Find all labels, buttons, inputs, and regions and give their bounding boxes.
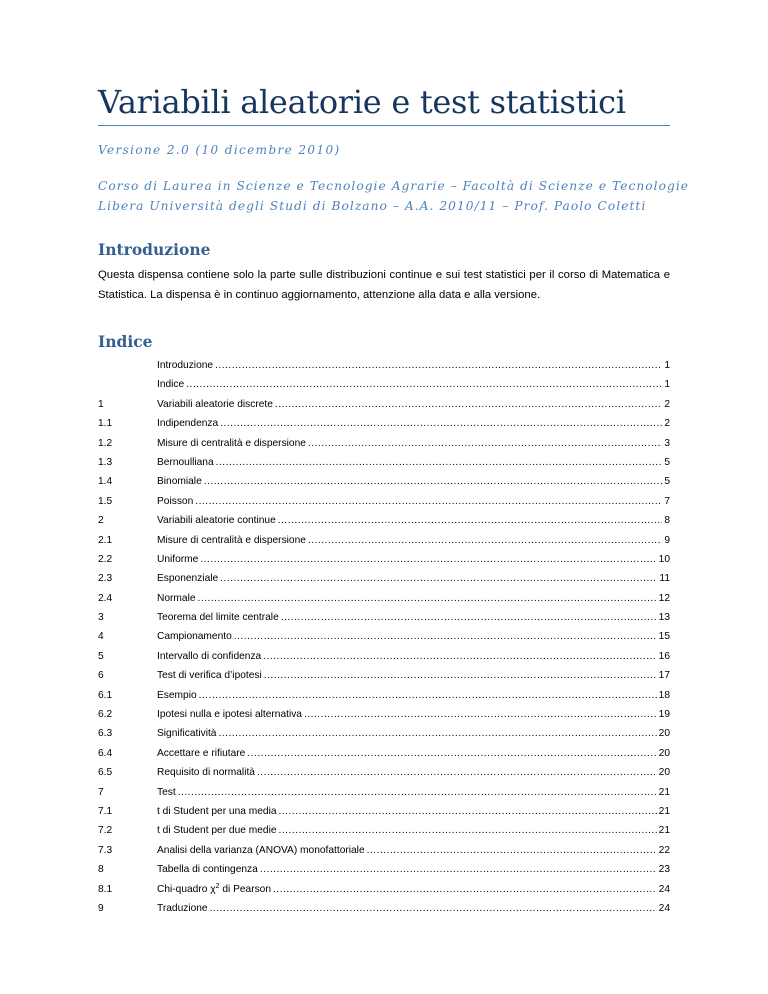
toc-dot-leader bbox=[273, 880, 657, 899]
toc-dot-leader bbox=[263, 647, 656, 666]
toc-entry[interactable] bbox=[98, 531, 670, 550]
toc-entry-title: Misure di centralità e dispersione bbox=[157, 437, 306, 449]
toc-entry[interactable] bbox=[98, 492, 670, 511]
toc-entry-page: 1 bbox=[664, 360, 670, 371]
toc-entry-page: 23 bbox=[658, 864, 670, 876]
toc-dot-leader bbox=[220, 414, 662, 433]
toc-entry[interactable] bbox=[98, 783, 670, 802]
toc-entry-page: 5 bbox=[664, 476, 670, 488]
toc-dot-leader bbox=[308, 434, 662, 453]
toc-dot-leader bbox=[204, 472, 663, 491]
toc-entry[interactable] bbox=[98, 744, 670, 763]
toc-entry-number: 1.5 bbox=[98, 495, 113, 507]
toc-entry-page: 8 bbox=[664, 515, 670, 527]
toc-entry-title: Traduzione bbox=[157, 902, 208, 914]
toc-entry-number: 1.3 bbox=[98, 456, 113, 468]
table-of-contents bbox=[98, 356, 670, 918]
toc-dot-leader bbox=[198, 589, 657, 608]
toc-entry-title: Esponenziale bbox=[157, 573, 219, 585]
toc-entry-page: 20 bbox=[658, 728, 670, 740]
toc-entry[interactable] bbox=[98, 899, 670, 918]
version-line: Versione 2.0 (10 dicembre 2010) bbox=[98, 143, 341, 157]
toc-entry[interactable] bbox=[98, 763, 670, 782]
course-line-1: Corso di Laurea in Scienze e Tecnologie Agrarie – Facoltà di Scienze e Tecnologie bbox=[98, 179, 690, 193]
toc-dot-leader bbox=[308, 531, 662, 550]
toc-entry-page: 15 bbox=[658, 631, 670, 643]
toc-entry-title: Significatività bbox=[157, 728, 217, 740]
toc-entry-page: 18 bbox=[658, 689, 670, 701]
toc-entry[interactable] bbox=[98, 550, 670, 569]
toc-entry-page: 16 bbox=[658, 650, 670, 662]
toc-dot-leader bbox=[304, 705, 657, 724]
toc-entry-title: Chi-quadro $\chi^2$ di Pearson bbox=[157, 882, 272, 895]
course-info bbox=[98, 176, 690, 216]
toc-entry-number: 9 bbox=[98, 902, 104, 914]
toc-entry-number: 2 bbox=[98, 515, 104, 527]
toc-entry-page: 20 bbox=[658, 747, 670, 759]
toc-entry-title: Misure di centralità e dispersione bbox=[157, 534, 306, 546]
toc-entry-title: Intervallo di confidenza bbox=[157, 650, 262, 662]
toc-entry-number: 4 bbox=[98, 631, 104, 643]
toc-entry[interactable] bbox=[98, 841, 670, 860]
toc-dot-leader bbox=[278, 511, 663, 530]
toc-entry-title: Teorema del limite centrale bbox=[157, 612, 279, 624]
toc-dot-leader bbox=[200, 550, 656, 569]
toc-entry-number: 7 bbox=[98, 786, 104, 798]
title-underline bbox=[98, 125, 670, 126]
toc-dot-leader bbox=[257, 763, 657, 782]
toc-entry-number: 3 bbox=[98, 612, 104, 624]
toc-entry[interactable] bbox=[98, 802, 670, 821]
toc-entry-number: 6.1 bbox=[98, 689, 113, 701]
toc-dot-leader bbox=[279, 821, 657, 840]
toc-entry-number: 7.1 bbox=[98, 805, 113, 817]
toc-entry-page: 13 bbox=[658, 612, 670, 624]
toc-entry-page: 2 bbox=[664, 398, 670, 410]
toc-entry-number: 2.1 bbox=[98, 534, 113, 546]
introduction-text: Questa dispensa contiene solo la parte sulle distribuzioni continue e sui test statistici per il corso di Matematica e Statistica. La dispensa è in continuo aggiornamento, attenzione alla data e alla versione. bbox=[98, 269, 670, 301]
toc-entry-page: 24 bbox=[658, 902, 670, 914]
toc-entry-number: 6.3 bbox=[98, 728, 113, 740]
toc-entry[interactable] bbox=[98, 666, 670, 685]
document-title: Variabili aleatorie e test statistici bbox=[98, 83, 626, 121]
toc-dot-leader bbox=[199, 686, 657, 705]
toc-entry-title: Uniforme bbox=[157, 553, 199, 565]
toc-entry-number: 2.4 bbox=[98, 592, 113, 604]
toc-dot-leader bbox=[215, 356, 662, 375]
toc-entry-title: Tabella di contingenza bbox=[157, 864, 258, 876]
toc-entry[interactable] bbox=[98, 511, 670, 530]
toc-entry[interactable] bbox=[98, 627, 670, 646]
toc-entry-page: 19 bbox=[658, 709, 670, 721]
toc-entry-number: 8.1 bbox=[98, 883, 113, 895]
toc-entry[interactable] bbox=[98, 375, 670, 394]
toc-dot-leader bbox=[186, 375, 662, 394]
toc-entry-page: 21 bbox=[658, 786, 670, 798]
toc-entry[interactable] bbox=[98, 880, 670, 899]
toc-entry[interactable] bbox=[98, 356, 670, 375]
toc-entry-page: 7 bbox=[664, 495, 670, 507]
toc-entry-title: Campionamento bbox=[157, 631, 232, 643]
toc-entry-number: 6.2 bbox=[98, 709, 113, 721]
toc-entry-number: 2.3 bbox=[98, 573, 113, 585]
toc-dot-leader bbox=[247, 744, 656, 763]
toc-dot-leader bbox=[216, 453, 663, 472]
toc-dot-leader bbox=[218, 724, 656, 743]
toc-entry-title: Indice bbox=[157, 379, 185, 391]
toc-entry-page: 21 bbox=[658, 805, 670, 817]
toc-dot-leader bbox=[367, 841, 657, 860]
toc-entry[interactable] bbox=[98, 724, 670, 743]
toc-entry-title: Ipotesi nulla e ipotesi alternativa bbox=[157, 709, 302, 721]
toc-entry-title: Analisi della varianza (ANOVA) monofattoriale bbox=[157, 844, 365, 856]
toc-entry-number: 1.1 bbox=[98, 418, 113, 430]
toc-entry-number: 7.3 bbox=[98, 844, 113, 856]
toc-entry-title: Requisito di normalità bbox=[157, 767, 255, 779]
toc-entry-title: Variabili aleatorie continue bbox=[157, 515, 276, 527]
toc-entry[interactable] bbox=[98, 647, 670, 666]
toc-entry-page: 5 bbox=[664, 456, 670, 468]
toc-entry-number: 6 bbox=[98, 670, 104, 682]
toc-entry[interactable] bbox=[98, 589, 670, 608]
toc-dot-leader bbox=[275, 395, 662, 414]
toc-entry-page: 21 bbox=[658, 825, 670, 837]
toc-entry-title: Test bbox=[157, 786, 176, 798]
toc-entry-number: 1.4 bbox=[98, 476, 113, 488]
toc-entry-page: 2 bbox=[664, 418, 670, 430]
toc-entry-title: t di Student per una media bbox=[157, 805, 277, 817]
toc-entry[interactable] bbox=[98, 686, 670, 705]
toc-entry-title: Esempio bbox=[157, 689, 197, 701]
toc-entry-number: 5 bbox=[98, 650, 104, 662]
toc-entry-number: 6.4 bbox=[98, 747, 113, 759]
index-heading: Indice bbox=[98, 332, 153, 351]
toc-entry-title: Indipendenza bbox=[157, 418, 219, 430]
toc-entry[interactable] bbox=[98, 705, 670, 724]
toc-entry-number: 2.2 bbox=[98, 553, 113, 565]
toc-entry[interactable] bbox=[98, 453, 670, 472]
toc-entry-page: 9 bbox=[664, 534, 670, 546]
toc-dot-leader bbox=[195, 492, 662, 511]
toc-dot-leader bbox=[178, 783, 657, 802]
toc-entry-number: 8 bbox=[98, 864, 104, 876]
toc-entry-title: t di Student per due medie bbox=[157, 825, 277, 837]
toc-entry[interactable] bbox=[98, 414, 670, 433]
toc-entry[interactable] bbox=[98, 434, 670, 453]
toc-entry[interactable] bbox=[98, 608, 670, 627]
toc-entry-page: 10 bbox=[658, 553, 670, 565]
course-line-2: Libera Università degli Studi di Bolzano – A.A. 2010/11 – Prof. Paolo Coletti bbox=[98, 199, 647, 213]
toc-entry-number: 1 bbox=[98, 398, 104, 410]
toc-entry-page: 11 bbox=[659, 573, 670, 585]
toc-entry-page: 3 bbox=[664, 437, 670, 449]
toc-dot-leader bbox=[264, 666, 657, 685]
toc-entry[interactable] bbox=[98, 472, 670, 491]
toc-dot-leader bbox=[260, 860, 657, 879]
toc-entry-title: Normale bbox=[157, 592, 196, 604]
toc-entry-page: 20 bbox=[658, 767, 670, 779]
toc-dot-leader bbox=[210, 899, 657, 918]
toc-entry-title: Variabili aleatorie discrete bbox=[157, 398, 273, 410]
toc-entry-number: 7.2 bbox=[98, 825, 113, 837]
toc-entry[interactable] bbox=[98, 821, 670, 840]
toc-dot-leader bbox=[220, 569, 657, 588]
toc-entry-title: Test di verifica d’ipotesi bbox=[157, 670, 262, 682]
toc-entry-page: 1 bbox=[664, 379, 670, 391]
toc-entry-title: Introduzione bbox=[157, 360, 214, 371]
toc-dot-leader bbox=[234, 627, 657, 646]
toc-entry-page: 17 bbox=[658, 670, 670, 682]
toc-entry-number: 1.2 bbox=[98, 437, 113, 449]
toc-dot-leader bbox=[281, 608, 657, 627]
toc-entry[interactable] bbox=[98, 569, 670, 588]
toc-entry-page: 12 bbox=[658, 592, 670, 604]
toc-entry-title: Poisson bbox=[157, 495, 194, 507]
introduction-heading: Introduzione bbox=[98, 240, 211, 259]
toc-entry-number: 6.5 bbox=[98, 767, 113, 779]
toc-entry-title: Bernoulliana bbox=[157, 456, 214, 468]
toc-entry[interactable] bbox=[98, 860, 670, 879]
toc-entry[interactable] bbox=[98, 395, 670, 414]
toc-entry-title: Accettare e rifiutare bbox=[157, 747, 246, 759]
toc-entry-page: 24 bbox=[658, 883, 670, 895]
toc-entry-page: 22 bbox=[658, 844, 670, 856]
toc-dot-leader bbox=[279, 802, 657, 821]
toc-entry-title: Binomiale bbox=[157, 476, 202, 488]
